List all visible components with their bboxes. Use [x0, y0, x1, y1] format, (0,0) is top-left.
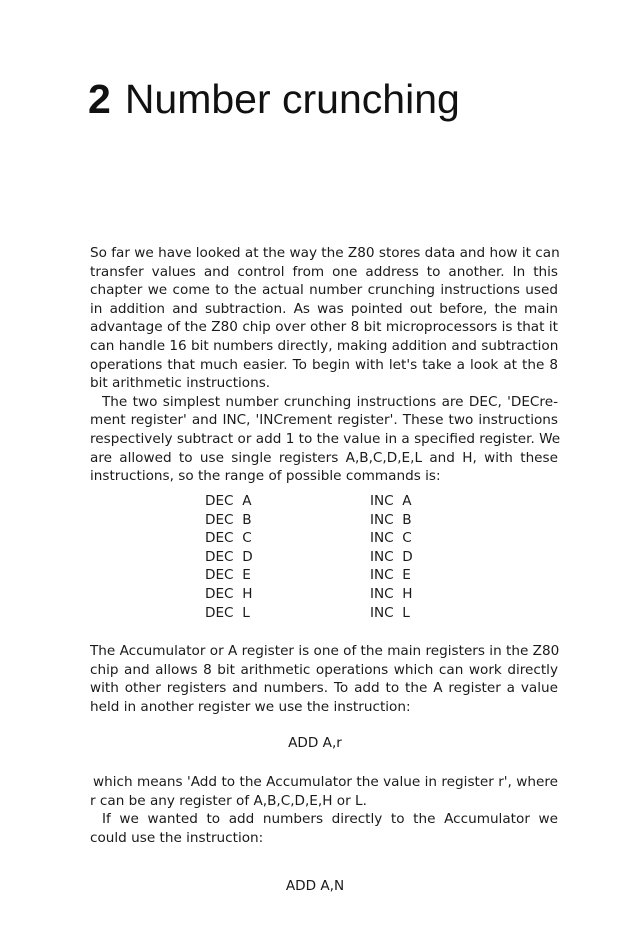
command-row	[205, 492, 535, 511]
text-line: chip and allows 8 bit arithmetic operations which can work directly	[90, 661, 558, 678]
text-line: The Accumulator or A register is one of the main registers in the Z80	[90, 643, 560, 659]
text-line: respectively subtract or add 1 to the value in a specified register. We	[90, 430, 561, 447]
text-line: are allowed to use single registers A,B,C,D,E,L and H, with these	[90, 449, 558, 466]
command-row	[205, 604, 535, 623]
dec-command: DEC L	[205, 604, 250, 621]
inc-command: INC L	[370, 604, 410, 621]
inc-command: INC C	[370, 530, 412, 547]
inc-command: INC B	[370, 511, 412, 528]
text-line: could use the instruction:	[90, 829, 264, 846]
text-line: transfer values and control from one address to another. In this	[90, 263, 558, 280]
chapter-number: 2	[88, 76, 111, 122]
text-line: instructions, so the range of possible commands is:	[90, 468, 441, 485]
paragraph-4	[90, 773, 558, 847]
text-line: in addition and subtraction. As was pointed out before, the main	[90, 300, 558, 317]
command-row	[205, 529, 535, 548]
text-line: operations that much easier. To begin with let's take a look at the 8	[90, 356, 558, 373]
command-row	[205, 566, 535, 585]
command-row	[205, 511, 535, 530]
chapter-title-text: Number crunching	[124, 76, 460, 122]
dec-command: DEC H	[205, 585, 253, 602]
text-line: which means 'Add to the Accumulator the value in register r', where	[93, 774, 558, 790]
instruction-add-a-n: ADD A,N	[285, 878, 345, 894]
command-list	[205, 492, 535, 622]
inc-command: INC A	[370, 493, 412, 509]
paragraph-1	[90, 244, 561, 486]
text-line: If we wanted to add numbers directly to the Accumulator we	[102, 811, 558, 828]
dec-command: DEC B	[205, 511, 252, 528]
instruction-add-a-r: ADD A,r	[288, 735, 342, 751]
text-line: held in another register we use the instruction:	[90, 698, 411, 715]
text-line: can handle 16 bit numbers directly, making addition and subtraction	[90, 337, 559, 354]
text-line: advantage of the Z80 chip over other 8 bit microprocessors is that it	[90, 319, 558, 336]
dec-command: DEC E	[205, 567, 251, 584]
inc-command: INC H	[370, 585, 413, 602]
dec-command: DEC A	[205, 493, 252, 509]
dec-command: DEC C	[205, 530, 252, 547]
text-line: chapter we come to the actual number crunching instructions used	[90, 282, 558, 299]
text-line: r can be any register of A,B,C,D,E,H or L.	[90, 792, 367, 809]
text-line: with other registers and numbers. To add to the A register a value	[90, 680, 558, 697]
command-row	[205, 585, 535, 604]
text-line: So far we have looked at the way the Z80 stores data and how it can	[90, 245, 560, 261]
inc-command: INC D	[370, 548, 413, 565]
text-line: ment register' and INC, 'INCrement register'. These two instructions	[90, 412, 558, 429]
inc-command: INC E	[370, 567, 411, 584]
text-line: bit arithmetic instructions.	[90, 375, 271, 392]
text-line: The two simplest number crunching instructions are DEC, 'DECre-	[102, 393, 558, 410]
dec-command: DEC D	[205, 548, 253, 565]
command-row	[205, 548, 535, 567]
chapter-title	[88, 76, 460, 123]
paragraph-3	[90, 642, 558, 716]
